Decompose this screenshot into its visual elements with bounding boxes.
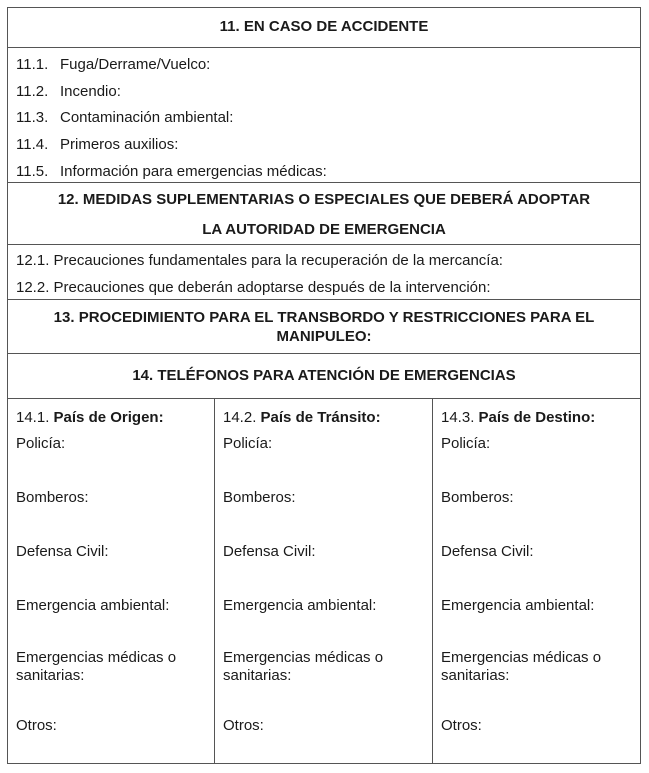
item-12-1: 12.1. Precauciones fundamentales para la recuperación de la mercancía: xyxy=(16,252,503,269)
column-title xyxy=(16,409,164,426)
item-11-2 xyxy=(16,83,121,100)
column-number: 14.1. xyxy=(16,409,50,426)
field-emergencia-ambiental: Emergencia ambiental: xyxy=(223,597,377,614)
section-11-heading: 11. EN CASO DE ACCIDENTE xyxy=(8,8,640,48)
field-policia: Policía: xyxy=(441,435,491,452)
item-11-4 xyxy=(16,136,178,153)
field-emergencias-medicas-line2: sanitarias: xyxy=(16,667,85,684)
field-bomberos: Bomberos: xyxy=(223,489,296,506)
column-name: País de Tránsito: xyxy=(260,409,381,426)
field-defensa-civil: Defensa Civil: xyxy=(441,543,534,560)
field-bomberos: Bomberos: xyxy=(16,489,89,506)
item-label: Fuga/Derrame/Vuelco: xyxy=(60,56,211,73)
field-emergencias-medicas-line2: sanitarias: xyxy=(223,667,292,684)
section-13-title-line1: 13. PROCEDIMIENTO PARA EL TRANSBORDO Y RESTRICCIONES PARA EL xyxy=(53,309,595,326)
field-defensa-civil: Defensa Civil: xyxy=(16,543,109,560)
emergency-form xyxy=(7,7,641,764)
column-transit xyxy=(214,399,432,763)
field-otros: Otros: xyxy=(223,717,264,734)
column-name: País de Origen: xyxy=(53,409,164,426)
item-12-2: 12.2. Precauciones que deberán adoptarse después de la intervención: xyxy=(16,279,491,296)
column-name: País de Destino: xyxy=(478,409,596,426)
column-title xyxy=(223,409,381,426)
section-12-heading xyxy=(8,183,640,245)
field-emergencias-medicas-line1: Emergencias médicas o xyxy=(441,649,602,666)
field-bomberos: Bomberos: xyxy=(441,489,514,506)
field-emergencias-medicas-line1: Emergencias médicas o xyxy=(223,649,384,666)
column-origin xyxy=(8,399,214,763)
item-number: 11.1. xyxy=(16,56,49,73)
column-title xyxy=(441,409,595,426)
field-policia: Policía: xyxy=(16,435,66,452)
section-13-title-line2: MANIPULEO: xyxy=(276,328,372,345)
item-number: 11.4. xyxy=(16,136,49,153)
item-11-1 xyxy=(16,56,210,73)
field-defensa-civil: Defensa Civil: xyxy=(223,543,316,560)
column-number: 14.2. xyxy=(223,409,257,426)
item-number: 11.3. xyxy=(16,109,49,126)
field-emergencias-medicas-line1: Emergencias médicas o xyxy=(16,649,177,666)
section-12-title-line2: LA AUTORIDAD DE EMERGENCIA xyxy=(202,221,446,238)
section-14-heading: 14. TELÉFONOS PARA ATENCIÓN DE EMERGENCIAS xyxy=(8,354,640,399)
field-emergencia-ambiental: Emergencia ambiental: xyxy=(441,597,595,614)
field-emergencia-ambiental: Emergencia ambiental: xyxy=(16,597,170,614)
item-label: Incendio: xyxy=(60,83,121,100)
field-emergencias-medicas-line2: sanitarias: xyxy=(441,667,510,684)
item-label: Contaminación ambiental: xyxy=(60,109,234,126)
item-label: Información para emergencias médicas: xyxy=(60,163,327,180)
field-otros: Otros: xyxy=(16,717,57,734)
column-number: 14.3. xyxy=(441,409,475,426)
section-13-heading xyxy=(8,300,640,354)
item-number: 11.5. xyxy=(16,163,49,180)
item-number: 11.2. xyxy=(16,83,49,100)
item-label: Primeros auxilios: xyxy=(60,136,179,153)
field-policia: Policía: xyxy=(223,435,273,452)
item-11-5 xyxy=(16,163,327,180)
section-12-title-line1: 12. MEDIDAS SUPLEMENTARIAS O ESPECIALES QUE DEBERÁ ADOPTAR xyxy=(57,191,591,208)
column-destination xyxy=(432,399,640,763)
field-otros: Otros: xyxy=(441,717,482,734)
item-11-3 xyxy=(16,109,233,126)
